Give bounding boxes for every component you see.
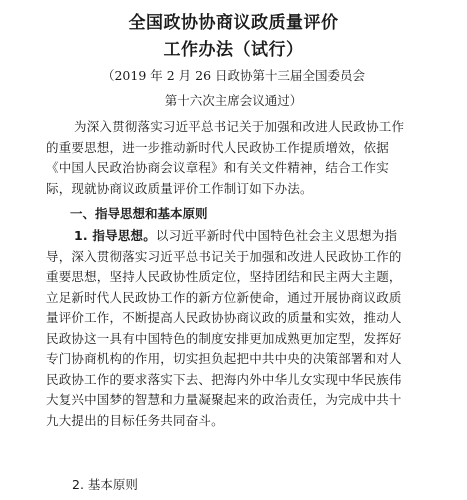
item1-line: 立足新时代人民政协工作的新方位新使命，通过开展协商议政质: [46, 289, 402, 305]
item1-line: 九大提出的目标任务共同奋斗。: [46, 412, 224, 428]
document-subtitle-line1: （2019 年 2 月 26 日政协第十三届全国委员会: [101, 68, 366, 83]
item1-label: 1. 指导思想。: [74, 228, 156, 243]
item1-first-line: [46, 226, 446, 247]
item1-line: 导，深入贯彻落实习近平总书记关于加强和改进人民政协工作的: [46, 248, 402, 264]
subsection-heading: 2. 基本原则: [72, 477, 138, 492]
intro-paragraph: [46, 117, 446, 199]
document-subtitle-line2: 第十六次主席会议通过）: [164, 93, 303, 108]
item1-line: 大复兴中国梦的智慧和力量凝聚起来的政治责任，为完成中共十: [46, 392, 402, 407]
item1-line: 民政协工作的要求落实下去、把海内外中华儿女实现中华民族伟: [46, 371, 402, 387]
intro-line: 的重要思想，进一步推动新时代人民政协工作提质增效，依据: [46, 139, 389, 155]
intro-line: 际，现就协商议政质量评价工作制订如下办法。: [46, 180, 313, 196]
document-title-line1: 全国政协协商议政质量评价: [128, 13, 339, 33]
guiding-principle-paragraph: [46, 226, 446, 431]
item1-line: 民政协这一具有中国特色的制度安排更加成熟更加定型，发挥好: [46, 330, 402, 346]
document-title-line2: 工作办法（试行）: [163, 40, 304, 60]
item1-line: 专门协商机构的作用，切实担负起把中共中央的决策部署和对人: [46, 351, 402, 366]
intro-line: 《中国人民政治协商会议章程》和有关文件精神，结合工作实: [46, 160, 389, 175]
item1-line: 重要思想，坚持人民政协性质定位，坚持团结和民主两大主题，: [46, 269, 402, 284]
section-heading: 一、指导思想和基本原则: [70, 206, 208, 221]
intro-line: 为深入贯彻落实习近平总书记关于加强和改进人民政协工作: [74, 119, 405, 134]
item1-line: 量评价工作，不断提高人民政协协商议政的质量和实效，推动人: [46, 310, 402, 325]
item1-first-line-text: 以习近平新时代中国特色社会主义思想为指: [155, 228, 398, 243]
